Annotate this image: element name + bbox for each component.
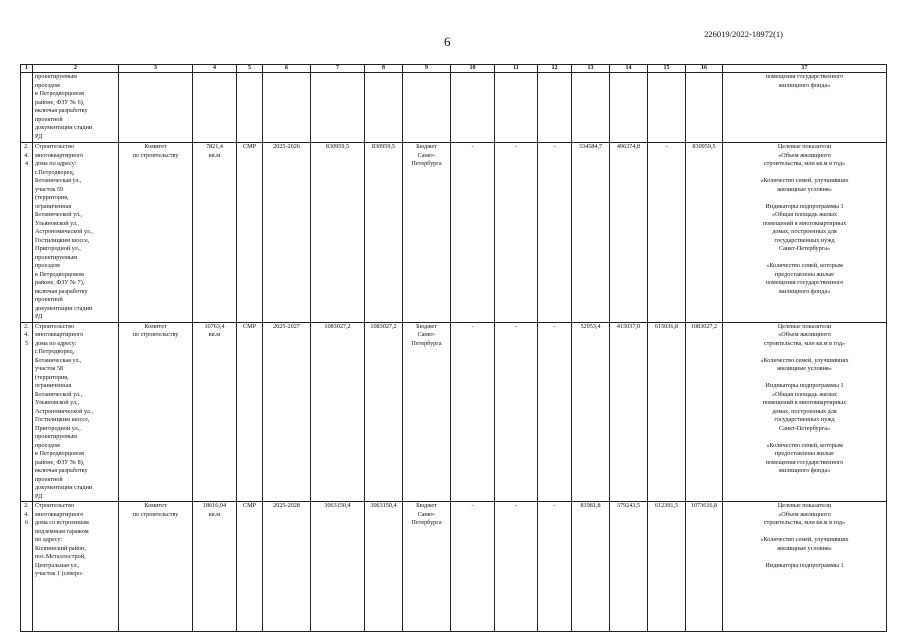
amount-col-12: -	[538, 502, 572, 632]
amount-col-11: -	[495, 322, 538, 502]
amount-col-11: -	[495, 502, 538, 632]
indicators-continuation: помещения государственного жилищного фонда»	[723, 73, 887, 143]
column-header-5: 5	[237, 65, 263, 73]
column-header-16: 16	[686, 65, 723, 73]
amount-col-8: 3063150,4	[365, 502, 403, 632]
row-number: 2.4.5	[21, 322, 33, 502]
executor: Комитет по строительству	[119, 502, 193, 632]
capacity: 7821,4 кв.м	[193, 143, 237, 323]
table-row	[21, 322, 887, 502]
row-number: 2.4.4	[21, 143, 33, 323]
amount-col-13: 52953,4	[572, 322, 610, 502]
column-header-8: 8	[365, 65, 403, 73]
column-header-3: 3	[119, 65, 193, 73]
target-indicators: Целевые показатели «Объем жилищного строительства, млн кв.м в год» «Количество семей, улучшивших жилищные условия» Индикаторы подпрограммы 1	[723, 502, 887, 632]
amount-col-11: -	[495, 143, 538, 323]
column-header-11: 11	[495, 65, 538, 73]
executor: Комитет по строительству	[119, 322, 193, 502]
amount-col-14: 379243,5	[610, 502, 648, 632]
amount-col-15: -	[648, 143, 686, 323]
table-row	[21, 502, 887, 632]
column-header-1: 1	[21, 65, 33, 73]
amount-col-10: -	[451, 143, 495, 323]
column-header-10: 10	[451, 65, 495, 73]
period: 2025-2028	[263, 502, 311, 632]
total-amount: 1083027,2	[311, 322, 365, 502]
row-number: 2.4.6	[21, 502, 33, 632]
work-type: СМР	[237, 502, 263, 632]
page-number: 6	[444, 34, 451, 49]
amount-col-10: -	[451, 322, 495, 502]
capacity: 10763,4 кв.м	[193, 322, 237, 502]
activity-name: Строительство многоквартирного дома по адресу: г.Петродворец, Ботаническая ул., участок 59 (территория, ограниченная Ботанической ул., Ульяновской ул., Астрономической ул., Гостилицким шоссе, Пригородной ул., проектируемым проездом в Петродворцовом районе, ФЗУ № 7), включая разработку проектной документации стадии РД	[33, 143, 119, 323]
amount-col-16: 830959,5	[686, 143, 723, 323]
amount-col-14: 496374,8	[610, 143, 648, 323]
total-amount: 3063150,4	[311, 502, 365, 632]
amount-col-8: 830959,5	[365, 143, 403, 323]
amount-col-12: -	[538, 143, 572, 323]
activity-name: Строительство многоквартирного дома по адресу: г.Петродворец, Ботаническая ул., участок 58 (территория, ограниченная Ботанической ул., Ульяновской ул., Астрономической ул., Гостилицким шоссе, Пригородной ул., проектируемым проездом в Петродворцовом районе, ФЗУ № 8), включая разработку проектной документации стадии РД	[33, 322, 119, 502]
amount-col-13: 334584,7	[572, 143, 610, 323]
period: 2025-2026	[263, 143, 311, 323]
capacity: 18616,04 кв.м	[193, 502, 237, 632]
program-activities-table	[20, 64, 887, 632]
work-type: СМР	[237, 322, 263, 502]
funding-source: Бюджет Санкт- Петербурга	[403, 322, 451, 502]
table-row-continuation	[21, 73, 887, 143]
activity-name: Строительство многоквартирного дома со встроенным подземным гаражом по адресу: Колпинский район, пос.Металлострой, Центральная ул., участок 1 (северо-	[33, 502, 119, 632]
period: 2025-2027	[263, 322, 311, 502]
amount-col-16: 1073616,8	[686, 502, 723, 632]
amount-col-14: 415037,0	[610, 322, 648, 502]
executor: Комитет по строительству	[119, 143, 193, 323]
column-header-6: 6	[263, 65, 311, 73]
amount-col-15: 612391,5	[648, 502, 686, 632]
amount-col-16: 1083027,2	[686, 322, 723, 502]
column-header-14: 14	[610, 65, 648, 73]
document-registration-number: 226019/2022-18972(1)	[704, 29, 783, 39]
column-header-13: 13	[572, 65, 610, 73]
work-type: СМР	[237, 143, 263, 323]
column-header-2: 2	[33, 65, 119, 73]
amount-col-8: 1083027,2	[365, 322, 403, 502]
column-header-7: 7	[311, 65, 365, 73]
total-amount: 830959,5	[311, 143, 365, 323]
target-indicators: Целевые показатели «Объем жилищного строительства, млн кв.м в год» «Количество семей, улучшивших жилищные условия» Индикаторы подпрограммы 1 «Общая площадь жилых помещений в многоквартирных домах, построенных для государственных нужд Санкт-Петербурга» «Количество семей, которым предоставлены жилые помещения государственного жилищного фонда»	[723, 143, 887, 323]
activity-name-continuation: проектируемым проездом в Петродворцовом районе, ФЗУ № 6), включая разработку проектной документации стадии РД	[33, 73, 119, 143]
target-indicators: Целевые показатели «Объем жилищного строительства, млн кв.м в год» «Количество семей, улучшивших жилищные условия» Индикаторы подпрограммы 1 «Общая площадь жилых помещений в многоквартирных домах, построенных для государственных нужд Санкт-Петербурга» «Количество семей, которым предоставлены жилые помещения государственного жилищного фонда»	[723, 322, 887, 502]
amount-col-13: 81981,8	[572, 502, 610, 632]
column-header-4: 4	[193, 65, 237, 73]
amount-col-10: -	[451, 502, 495, 632]
table-row	[21, 143, 887, 323]
funding-source: Бюджет Санкт- Петербурга	[403, 502, 451, 632]
column-header-17: 17	[723, 65, 887, 73]
funding-source: Бюджет Санкт- Петербурга	[403, 143, 451, 323]
amount-col-15: 615036,8	[648, 322, 686, 502]
column-header-12: 12	[538, 65, 572, 73]
column-number-row	[21, 65, 887, 73]
amount-col-12: -	[538, 322, 572, 502]
column-header-15: 15	[648, 65, 686, 73]
column-header-9: 9	[403, 65, 451, 73]
